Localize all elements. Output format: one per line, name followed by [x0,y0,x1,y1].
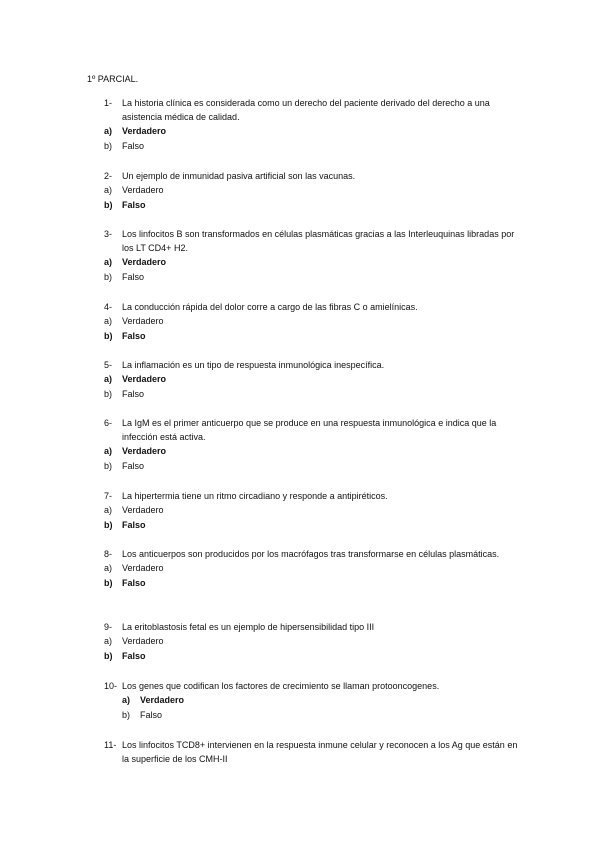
option-a: a) Verdadero [104,563,164,573]
option-a: a) Verdadero [122,695,185,705]
question-3 [104,227,524,284]
option-a: a) Verdadero [104,505,164,515]
question-number: 5- [104,360,113,370]
option-b: b) Falso [104,330,146,341]
question-number: 9- [104,622,113,632]
option-b: b) Falso [104,140,145,151]
question-4 [104,300,524,343]
question-2 [104,169,524,212]
question-number: 6- [104,418,113,428]
page-title: 1º PARCIAL. [87,74,139,84]
question-7 [104,489,524,532]
question-1 [104,96,524,153]
question-text: 7- La hipertermia tiene un ritmo circadiano y responde a antipiréticos. [104,491,388,501]
option-a: a) Verdadero [104,126,167,136]
question-number: 7- [104,491,113,501]
question-text: 10- Los genes que codifican los factores de crecimiento se llaman protooncogenes. [104,681,440,691]
question-9 [104,620,524,663]
question-text: 2- Un ejemplo de inmunidad pasiva artificial son las vacunas. [104,171,356,181]
option-b: b) Falso [104,199,146,210]
question-text: 6- La IgM es el primer anticuerpo que se produce en una respuesta inmunológica e indica que la infección está activa. [104,418,497,442]
question-8 [104,547,524,590]
option-b: b) Falso [104,388,145,399]
option-b: b) Falso [104,650,146,661]
question-number: 8- [104,549,113,559]
question-6 [104,416,524,473]
option-a: a) Verdadero [104,316,164,326]
question-number: 3- [104,229,113,239]
option-a: a) Verdadero [104,636,164,646]
question-number: 2- [104,171,113,181]
question-text: 1- La historia clínica es considerada como un derecho del paciente derivado del derecho a una asistencia médica de calidad. [104,98,490,122]
question-number: 1- [104,98,113,108]
question-text: 3- Los linfocitos B son transformados en células plasmáticas gracias a las Interleuquinas libradas por los LT CD4+ H2. [104,229,515,253]
option-b: b) Falso [104,577,146,588]
option-b: b) Falso [104,460,145,471]
option-b: b) Falso [104,519,146,530]
option-a: a) Verdadero [104,185,164,195]
question-text: 8- Los anticuerpos son producidos por los macrófagos tras transformarse en células plasmáticas. [104,549,500,559]
question-text: 4- La conducción rápida del dolor corre a cargo de las fibras C o amielínicas. [104,302,418,312]
option-b: b) Falso [104,271,145,282]
question-text: 11- Los linfocitos TCD8+ intervienen en la respuesta inmune celular y reconocen a los Ag que están en la superficie de los CMH-II [104,740,518,764]
question-number: 11- [104,740,117,750]
question-11 [104,738,524,766]
question-text: 9- La eritoblastosis fetal es un ejemplo de hipersensibilidad tipo III [104,622,375,632]
option-a: a) Verdadero [104,257,167,267]
question-5 [104,358,524,401]
question-number: 4- [104,302,113,312]
option-a: a) Verdadero [104,374,167,384]
question-text: 5- La inflamación es un tipo de respuesta inmunológica inespecífica. [104,360,385,370]
question-number: 10- [104,681,118,691]
question-10 [104,679,524,722]
option-b: b) Falso [122,709,163,720]
option-a: a) Verdadero [104,446,167,456]
